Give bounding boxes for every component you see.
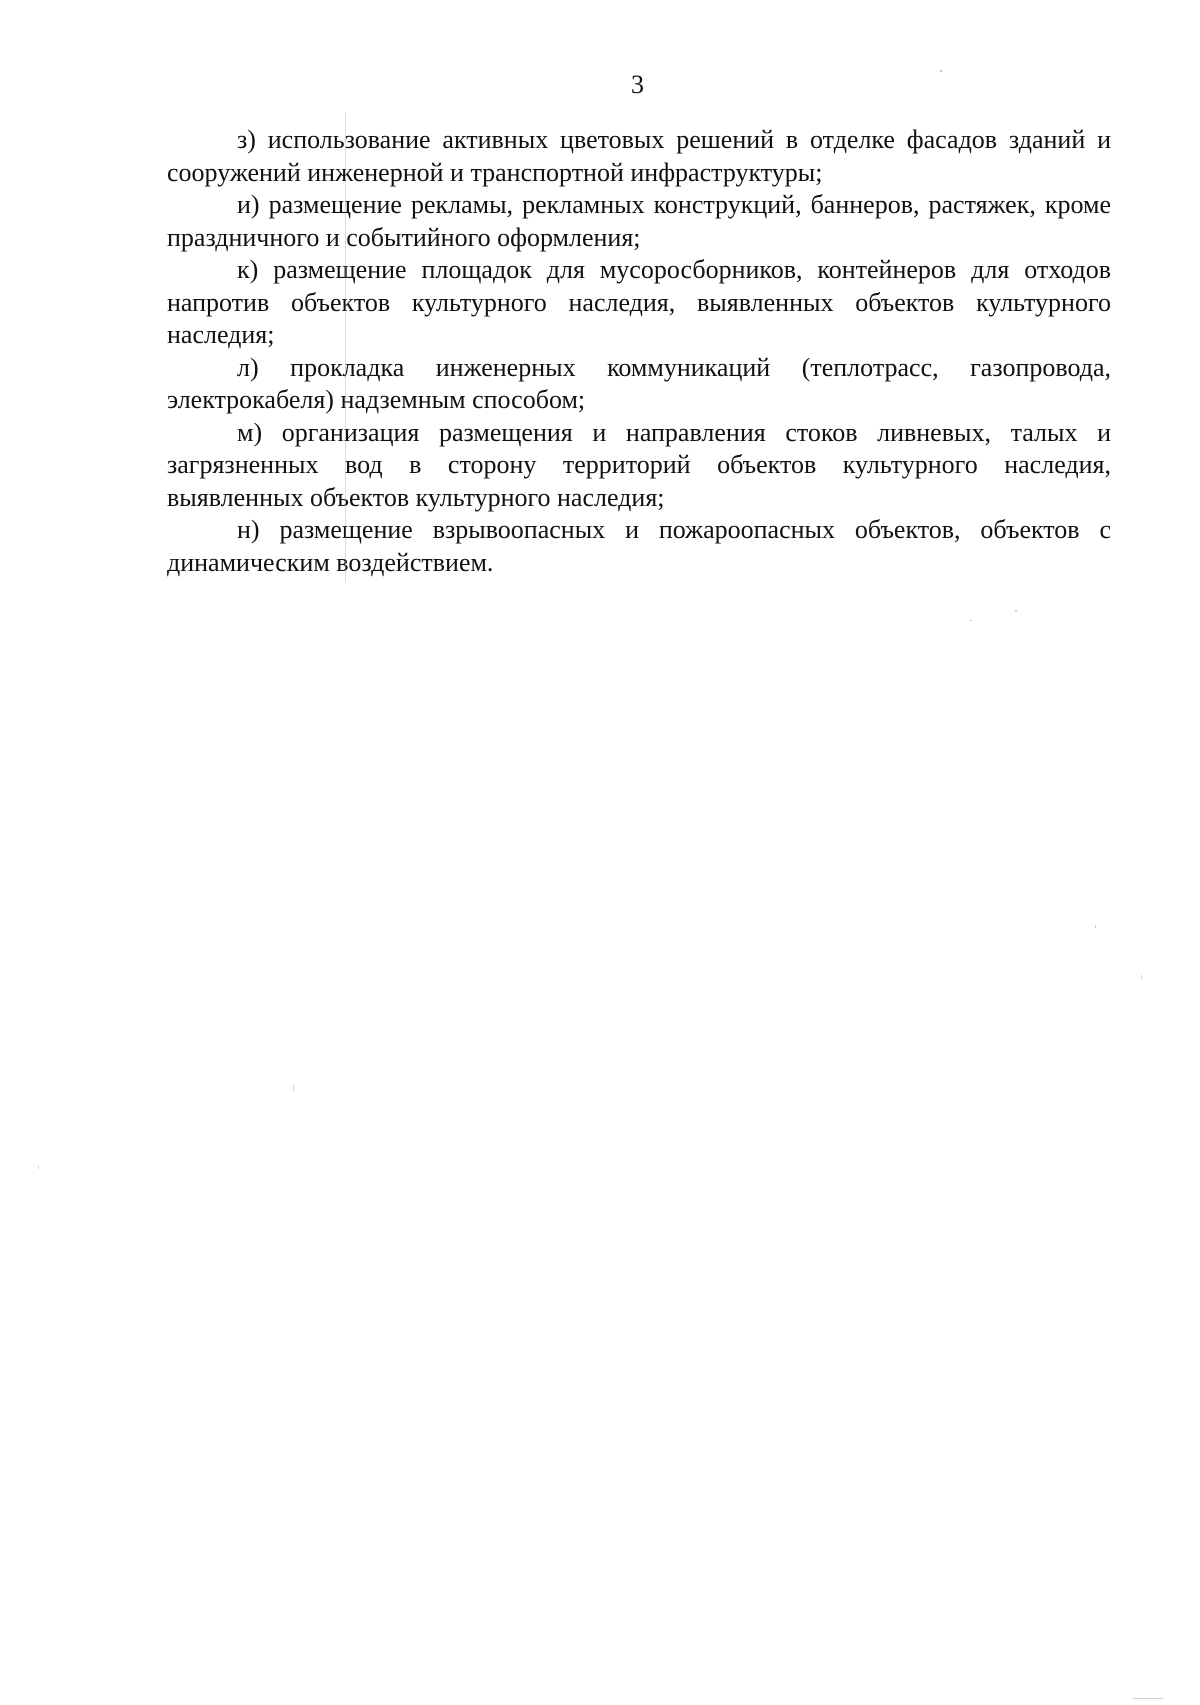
list-item-l: л) прокладка инженерных коммуникаций (теплотрасс, газопровода, электрокабеля) надземным способом; — [167, 352, 1111, 414]
list-item-n: н) размещение взрывоопасных и пожароопасных объектов, объектов с динамическим воздействием. — [167, 515, 1111, 577]
list-item-z: з) использование активных цветовых решений в отделке фасадов зданий и сооружений инженерной и транспортной инфраструктуры; — [167, 125, 1111, 187]
scan-artifact — [1095, 925, 1096, 928]
scan-artifact — [293, 1085, 294, 1091]
page-number: 3 — [631, 70, 644, 99]
scan-artifact — [940, 70, 942, 72]
scan-artifact — [1141, 975, 1142, 979]
list-item-i: и) размещение рекламы, рекламных конструкций, баннеров, растяжек, кроме праздничного и событийного оформления; — [167, 190, 1111, 252]
document-body — [167, 124, 1111, 579]
scan-artifact — [345, 112, 346, 582]
list-item-m: м) организация размещения и направления стоков ливневых, талых и загрязненных вод в сторону территорий объектов культурного наследия, выявленных объектов культурного наследия; — [167, 417, 1111, 512]
scan-artifact — [1133, 1698, 1163, 1699]
scan-artifact — [38, 1165, 39, 1169]
scan-artifact — [1015, 610, 1017, 612]
list-item-k: к) размещение площадок для мусоросборников, контейнеров для отходов напротив объектов культурного наследия, выявленных объектов культурного наследия; — [167, 255, 1111, 349]
scan-artifact — [970, 620, 972, 621]
